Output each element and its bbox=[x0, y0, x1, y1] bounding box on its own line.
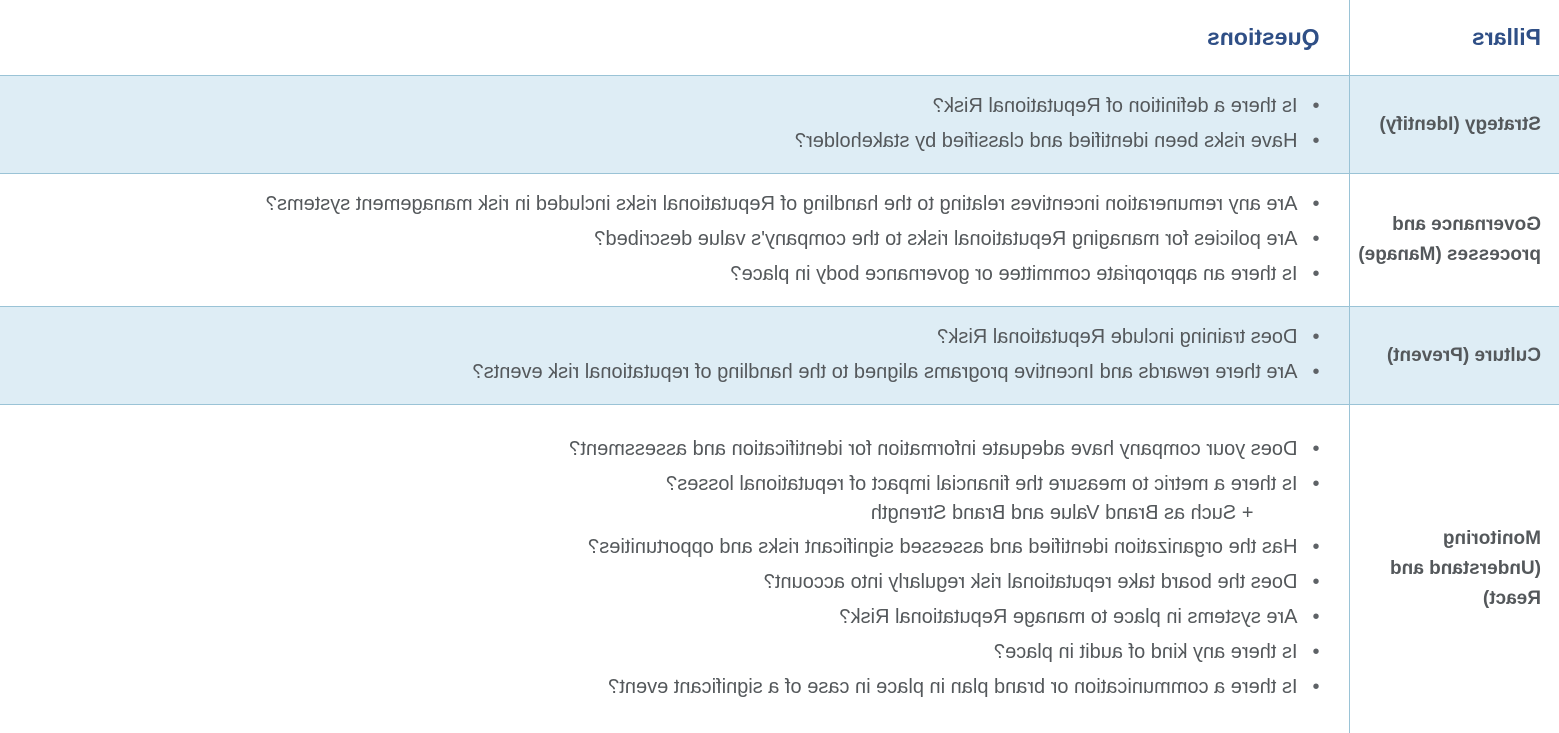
bullet-icon: • bbox=[1312, 434, 1319, 464]
pillar-cell: Culture (Prevent) bbox=[1350, 307, 1559, 405]
table-row-governance bbox=[0, 174, 1559, 307]
list-item: • Has the organization identified and assessed significant risks and opportunities? bbox=[0, 532, 1320, 562]
header-questions: Questions bbox=[0, 0, 1350, 76]
table-row-monitoring bbox=[0, 405, 1559, 733]
bullet-icon: • bbox=[1312, 637, 1319, 667]
pillar-cell: Governance and processes (Manage) bbox=[1350, 174, 1559, 307]
table-row-culture bbox=[0, 307, 1559, 405]
list-item: • Are policies for managing Reputational risks to the company's value described? bbox=[0, 224, 1320, 254]
bullet-icon: • bbox=[1312, 469, 1319, 499]
list-item: • Is there a definition of Reputational Risk? bbox=[0, 91, 1320, 121]
question-list bbox=[0, 419, 1320, 719]
questions-cell bbox=[0, 174, 1350, 307]
list-item: • Is there an appropriate committee or governance body in place? bbox=[0, 259, 1320, 289]
pillar-cell: Monitoring (Understand and React) bbox=[1350, 405, 1559, 733]
pillar-cell: Strategy (Identify) bbox=[1350, 76, 1559, 174]
question-list bbox=[0, 174, 1320, 306]
questions-cell bbox=[0, 405, 1350, 733]
list-item: • Is there any kind of audit in place? bbox=[0, 637, 1320, 667]
list-item: • Are any remuneration incentives relating to the handling of Reputational risks included in risk management systems? bbox=[0, 189, 1320, 219]
bullet-icon: • bbox=[1312, 259, 1319, 289]
list-item: • Does your company have adequate information for identification and assessment? bbox=[0, 434, 1320, 464]
bullet-icon: • bbox=[1312, 126, 1319, 156]
header-pillars: Pillars bbox=[1350, 0, 1559, 76]
list-item: • Does the board take reputational risk regularly into account? bbox=[0, 567, 1320, 597]
list-item: • Are there rewards and Incentive programs aligned to the handling of reputational risk events? bbox=[0, 357, 1320, 387]
question-list bbox=[0, 76, 1320, 173]
list-item: • Is there a communication or brand plan in place in case of a significant event? bbox=[0, 672, 1320, 702]
bullet-icon: • bbox=[1312, 189, 1319, 219]
list-item: • Have risks been identified and classified by stakeholder? bbox=[0, 126, 1320, 156]
list-item: • Is there a metric to measure the financial impact of reputational losses? + Such as Brand Value and Brand Strength bbox=[0, 469, 1320, 527]
bullet-icon: • bbox=[1312, 602, 1319, 632]
table-header-row bbox=[0, 0, 1559, 76]
bullet-icon: • bbox=[1312, 567, 1319, 597]
question-list bbox=[0, 307, 1320, 404]
bullet-icon: • bbox=[1312, 91, 1319, 121]
bullet-icon: • bbox=[1312, 322, 1319, 352]
questions-cell bbox=[0, 307, 1350, 405]
bullet-icon: • bbox=[1312, 532, 1319, 562]
sub-note: + Such as Brand Value and Brand Strength bbox=[0, 499, 1298, 527]
list-item: • Are systems in place to manage Reputational Risk? bbox=[0, 602, 1320, 632]
bullet-icon: • bbox=[1312, 357, 1319, 387]
table-row-strategy bbox=[0, 76, 1559, 174]
list-item: • Does training include Reputational Risk? bbox=[0, 322, 1320, 352]
bullet-icon: • bbox=[1312, 672, 1319, 702]
bullet-icon: • bbox=[1312, 224, 1319, 254]
questions-cell bbox=[0, 76, 1350, 174]
